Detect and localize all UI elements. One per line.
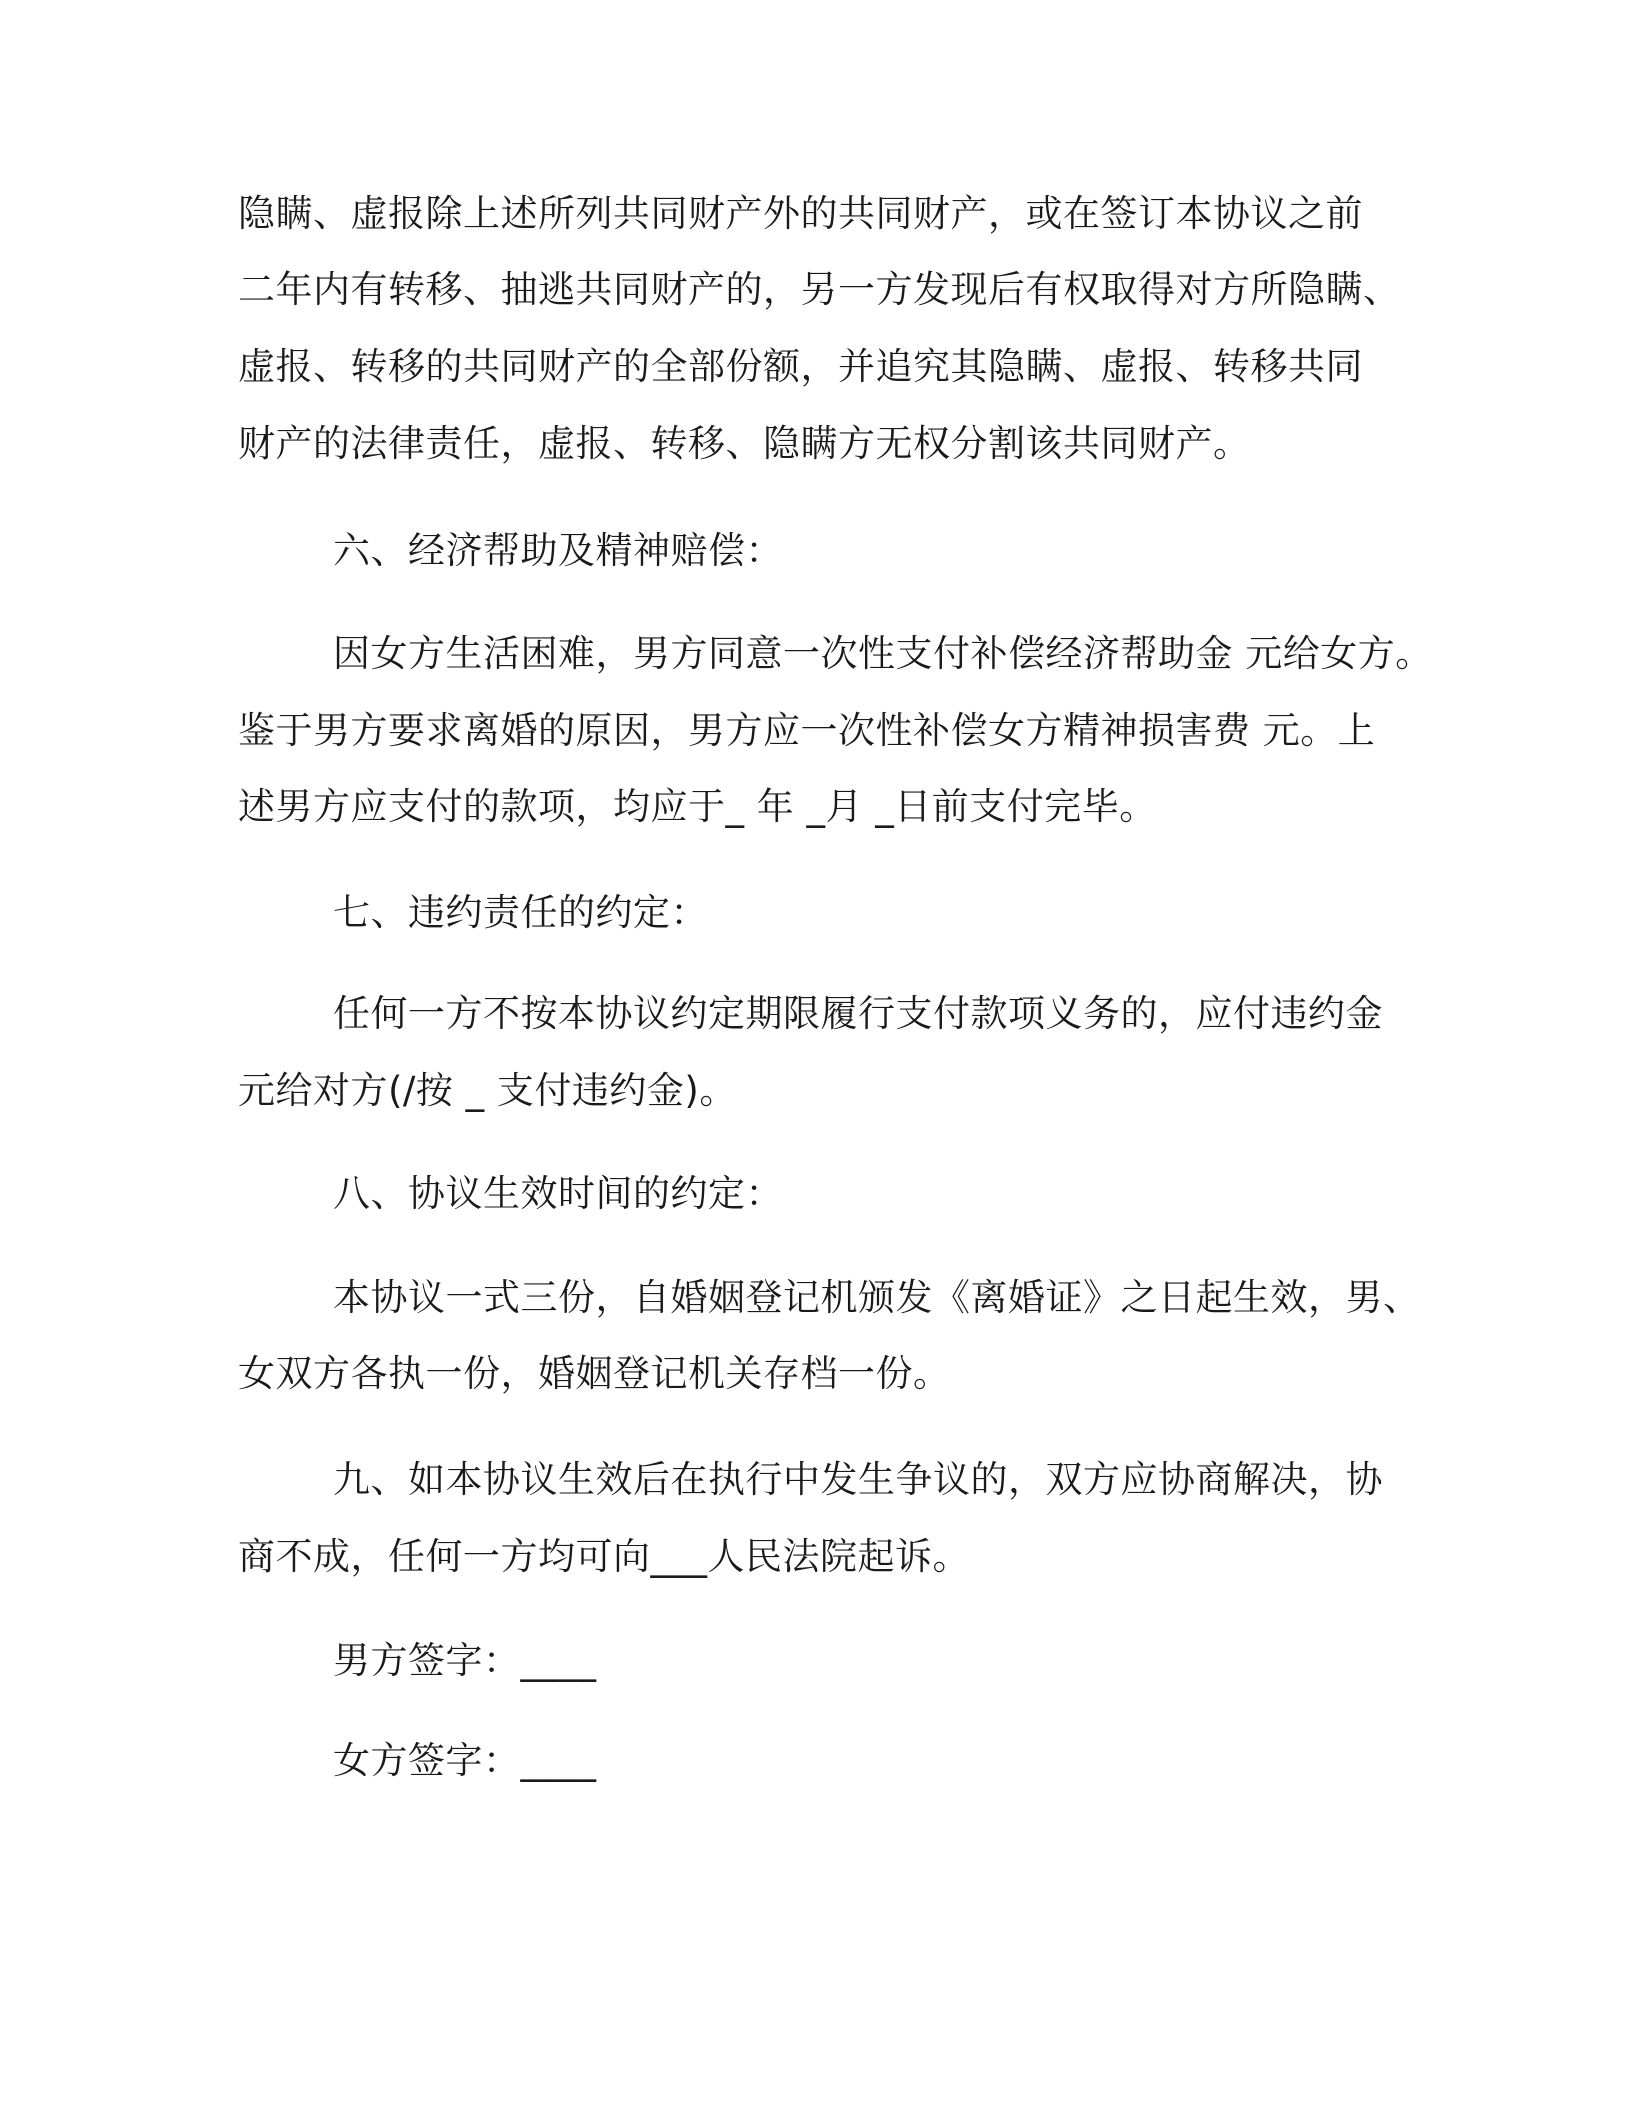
paragraph-line: 女双方各执一份，婚姻登记机关存档一份。 [238,1352,951,1395]
section-heading-9: 九、如本协议生效后在执行中发生争议的，双方应协商解决，协 [333,1458,1383,1501]
paragraph-line: 述男方应支付的款项，均应于_ 年 _月 _日前支付完毕。 [238,785,1157,828]
paragraph-line: 商不成，任何一方均可向___人民法院起诉。 [238,1535,970,1578]
paragraph-line: 元给对方(/按 _ 支付违约金)。 [238,1069,737,1112]
paragraph-line: 任何一方不按本协议约定期限履行支付款项义务的，应付违约金 [333,992,1383,1035]
section-heading-6: 六、经济帮助及精神赔偿： [333,529,783,572]
female-signature-line: 女方签字：____ [333,1739,597,1782]
paragraph-line: 虚报、转移的共同财产的全部份额，并追究其隐瞒、虚报、转移共同 [238,345,1363,388]
male-signature-line: 男方签字：____ [333,1639,597,1682]
paragraph-line: 因女方生活困难，男方同意一次性支付补偿经济帮助金 元给女方。 [333,632,1433,675]
paragraph-line: 二年内有转移、抽逃共同财产的，另一方发现后有权取得对方所隐瞒、 [238,268,1401,311]
paragraph-line: 财产的法律责任，虚报、转移、隐瞒方无权分割该共同财产。 [238,422,1251,465]
section-heading-8: 八、协议生效时间的约定： [333,1172,783,1215]
section-heading-7: 七、违约责任的约定： [333,891,708,934]
paragraph-line: 隐瞒、虚报除上述所列共同财产外的共同财产，或在签订本协议之前 [238,192,1363,235]
paragraph-line: 鉴于男方要求离婚的原因，男方应一次性补偿女方精神损害费 元。上 [238,709,1376,752]
paragraph-line: 本协议一式三份，自婚姻登记机颁发《离婚证》之日起生效，男、 [333,1276,1421,1319]
